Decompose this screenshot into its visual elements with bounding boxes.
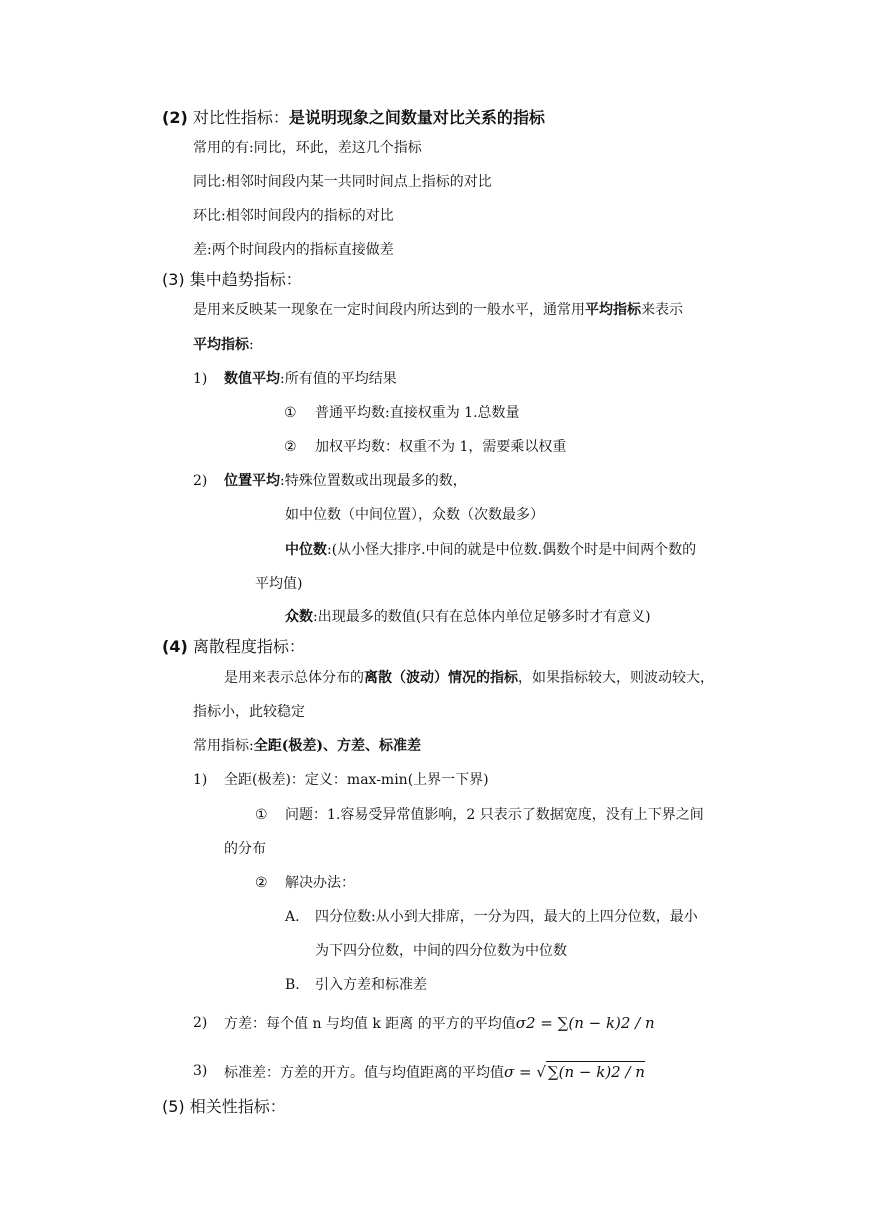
list-subitem: 引入方差和标准差 <box>315 977 427 993</box>
section-3-heading <box>162 270 302 290</box>
text: ，如果指标较大，则波动较大， <box>518 670 714 686</box>
list-subitem: 问题：1.容易受异常值影响，2 只表示了数据宽度，没有上下界之间 <box>285 807 704 823</box>
formula-radicand: ∑(n − k)2 / n <box>547 1063 645 1081</box>
text: 是用来反映某一现象在一定时间段内所达到的一般水平，通常用 <box>193 302 585 318</box>
bold-text: 全距(极差)、方差、标准差 <box>253 738 421 754</box>
subheading <box>193 335 254 355</box>
bold-text: 位置平均 <box>224 473 280 489</box>
list-item-number: 3) <box>193 1063 208 1079</box>
paragraph: 的分布 <box>224 841 266 857</box>
section-title: 相关性指标： <box>189 1097 286 1116</box>
paragraph: 为下四分位数，中间的四分位数为中位数 <box>315 943 567 959</box>
list-subitem: 加权平均数：权重不为 1，需要乘以权重 <box>315 439 567 455</box>
paragraph: 环比:相邻时间段内的指标的对比 <box>193 208 394 224</box>
paragraph <box>285 540 696 560</box>
bold-text: 平均指标 <box>193 337 249 353</box>
list-marker: A. <box>285 909 300 925</box>
section-4-heading <box>162 637 305 657</box>
section-number: (5) <box>162 1097 185 1116</box>
paragraph: 指标小，此较稳定 <box>193 704 305 720</box>
section-number: (4) <box>162 637 188 656</box>
list-item: 全距(极差)：定义：max-min(上界一下界) <box>224 772 489 788</box>
text: 是用来表示总体分布的 <box>224 670 364 686</box>
list-item <box>224 369 397 389</box>
list-subitem: 解决办法： <box>285 875 355 891</box>
text: 标准差：方差的开方。值与均值距离的平均值 <box>224 1065 504 1081</box>
paragraph <box>285 607 651 627</box>
section-title: 对比性指标： <box>192 108 289 127</box>
paragraph: 差:两个时间段内的指标直接做差 <box>193 242 394 258</box>
text: 来表示 <box>641 302 683 318</box>
paragraph: 如中位数（中间位置），众数（次数最多） <box>285 507 544 523</box>
text: :特殊位置数或出现最多的数， <box>280 473 467 489</box>
variance-formula: σ2 = ∑(n − k)2 / n <box>515 1014 655 1032</box>
list-subitem: 四分位数:从小到大排席，一分为四，最大的上四分位数，最小 <box>315 909 698 925</box>
section-title: 集中趋势指标： <box>189 270 302 289</box>
circled-marker: ② <box>284 439 297 455</box>
circled-marker: ② <box>255 875 268 891</box>
list-item-number: 2) <box>193 1015 208 1031</box>
text: :所有值的平均结果 <box>280 371 397 387</box>
list-item-number: 1) <box>193 371 208 387</box>
text: :(从小怪大排序.中间的就是中位数.偶数个时是中间两个数的 <box>327 542 697 558</box>
paragraph: 同比:相邻时间段内某一共同时间点上指标的对比 <box>193 174 492 190</box>
paragraph <box>224 668 714 688</box>
section-5-heading <box>162 1097 286 1117</box>
paragraph <box>193 736 421 756</box>
text: 方差：每个值 n 与均值 k 距离 的平方的平均值 <box>224 1016 516 1032</box>
list-item-number: 1) <box>193 772 208 788</box>
text: : <box>249 337 254 353</box>
stddev-formula <box>504 1063 645 1081</box>
section-number: (3) <box>162 270 185 289</box>
circled-marker: ① <box>284 405 297 421</box>
section-2-heading <box>162 108 545 128</box>
sqrt-sign: √ <box>536 1063 546 1081</box>
bold-text: 数值平均 <box>224 371 280 387</box>
list-subitem: 普通平均数:直接权重为 1.总数量 <box>315 405 520 421</box>
paragraph: 常用的有:同比，环此，差这几个指标 <box>193 140 422 156</box>
section-title-bold: 是说明现象之间数量对比关系的指标 <box>288 108 545 127</box>
bold-text: 众数 <box>285 609 313 625</box>
paragraph <box>193 300 683 320</box>
bold-text: 离散（波动）情况的指标 <box>364 670 518 686</box>
bold-text: 中位数 <box>285 542 327 558</box>
list-marker: B. <box>285 977 300 993</box>
section-title: 离散程度指标： <box>192 637 305 656</box>
section-number: (2) <box>162 108 188 127</box>
paragraph: 平均值) <box>255 576 303 592</box>
bold-text: 平均指标 <box>585 302 641 318</box>
text: 常用指标: <box>193 738 254 754</box>
list-item-number: 2) <box>193 473 208 489</box>
list-item <box>224 1061 645 1083</box>
circled-marker: ① <box>255 807 268 823</box>
formula-left: σ = <box>504 1063 537 1081</box>
text: :出现最多的数值(只有在总体内单位足够多时才有意义) <box>313 609 651 625</box>
list-item <box>224 1013 655 1034</box>
list-item <box>224 471 467 491</box>
